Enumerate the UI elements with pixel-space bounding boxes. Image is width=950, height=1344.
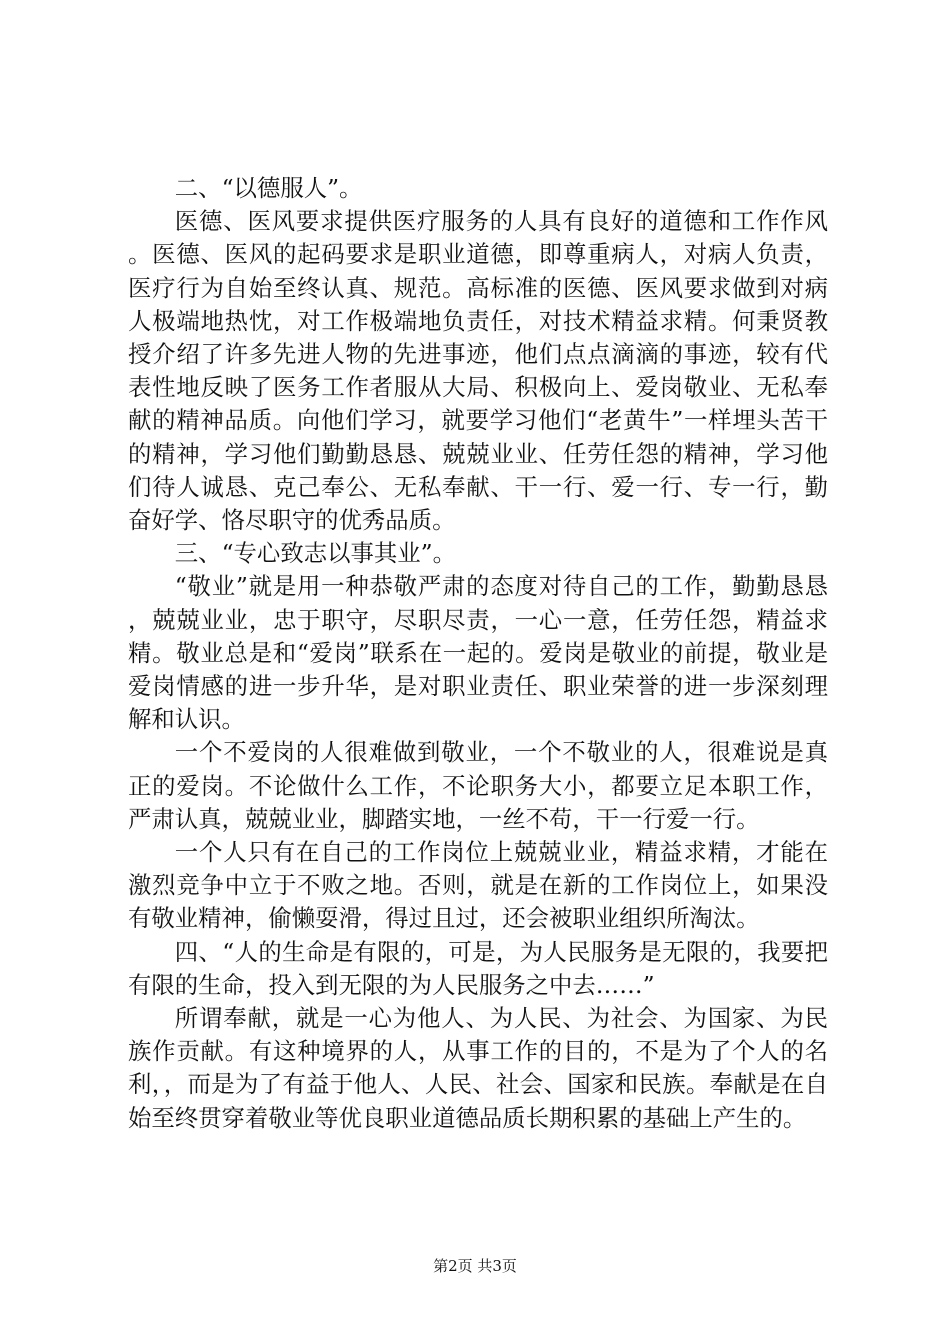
paragraph: “敬业”就是用一种恭敬严肃的态度对待自己的工作，勤勤恳恳，兢兢业业，忠于职守，尽职尽责，一心一意，任劳任怨，精益求精。敬业总是和“爱岗”联系在一起的。爱岗是敬业的前提，敬业是爱岗情感的进一步升华，是对职业责任、职业荣誉的进一步深刻理解和认识。 <box>128 572 828 734</box>
section-heading-3: 三、“专心致志以事其业”。 <box>174 539 457 568</box>
paragraph: 一个人只有在自己的工作岗位上兢兢业业，精益求精，才能在激烈竞争中立于不败之地。否则，就是在新的工作岗位上，如果没有敬业精神，偷懒耍滑，得过且过，还会被职业组织所淘汰。 <box>128 838 828 933</box>
document-body <box>128 172 828 1135</box>
section-heading-4: 四、“人的生命是有限的，可是，为人民服务是无限的，我要把有限的生命，投入到无限的为人民服务之中去……” <box>128 937 828 999</box>
paragraph: 所谓奉献，就是一心为他人、为人民、为社会、为国家、为民族作贡献。有这种境界的人，从事工作的目的，不是为了个人的名利，，而是为了有益于他人、人民、社会、国家和民族。奉献是在自始至终贯穿着敬业等优良职业道德品质长期积累的基础上产生的。 <box>128 1004 828 1132</box>
paragraph: 一个不爱岗的人很难做到敬业，一个不敬业的人，很难说是真正的爱岗。不论做什么工作，不论职务大小，都要立足本职工作，严肃认真，兢兢业业，脚踏实地，一丝不苟，干一行爱一行。 <box>128 738 828 833</box>
paragraph: 医德、医风要求提供医疗服务的人具有良好的道德和工作作风。医德、医风的起码要求是职业道德，即尊重病人，对病人负责，医疗行为自始至终认真、规范。高标准的医德、医风要求做到对病人极端地热忱，对工作极端地负责任，对技术精益求精。何秉贤教授介绍了许多先进人物的先进事迹，他们点点滴滴的事迹，较有代表性地反映了医务工作者服从大局、积极向上、爱岗敬业、无私奉献的精神品质。向他们学习，就要学习他们“老黄牛”一样埋头苦干的精神，学习他们勤勤恳恳、兢兢业业、任劳任怨的精神，学习他们待人诚恳、克己奉公、无私奉献、干一行、爱一行、专一行，勤奋好学、恪尽职守的优秀品质。 <box>128 207 828 535</box>
page-number-footer: 第2页 共3页 <box>433 1257 517 1275</box>
section-heading-2: 二、“以德服人”。 <box>174 174 363 202</box>
